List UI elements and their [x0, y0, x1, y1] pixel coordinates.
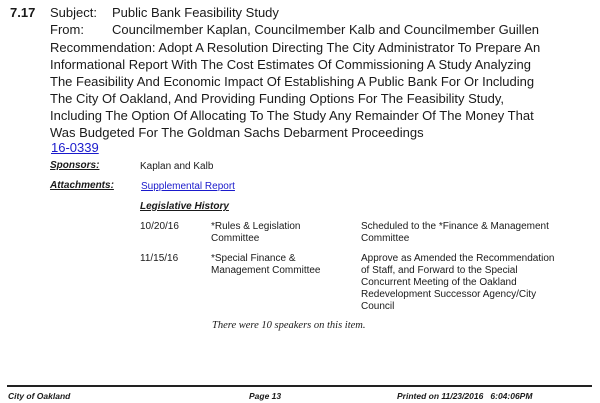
recommendation-line: Informational Report With The Cost Estimates Of Commissioning A Study Analyzing: [50, 57, 531, 72]
committee-line: *Special Finance &: [211, 253, 296, 264]
item-number: 7.17: [10, 5, 36, 20]
sponsors-label: Sponsors:: [50, 160, 100, 171]
history-action: [361, 253, 554, 313]
footer-city: City of Oakland: [8, 391, 71, 401]
file-number-link[interactable]: 16-0339: [51, 140, 99, 155]
action-line: Concurrent Meeting of the Oakland: [361, 277, 517, 288]
from-value: Councilmember Kaplan, Councilmember Kalb and Councilmember Guillen: [112, 22, 540, 37]
recommendation-line: Including The Option Of Allocating To The Study Any Remainder Of The Money That: [50, 108, 534, 123]
footer-printed: Printed on 11/23/2016 6:04:06PM: [397, 391, 533, 401]
committee-line: Management Committee: [211, 265, 321, 276]
history-date: 11/15/16: [140, 253, 179, 264]
legislative-history-label: Legislative History: [140, 201, 229, 212]
committee-line: Committee: [211, 233, 260, 244]
action-line: Redevelopment Successor Agency/City: [361, 289, 537, 300]
sponsors-value: Kaplan and Kalb: [140, 161, 214, 172]
recommendation-line: The City Of Oakland, And Providing Funding Options For The Feasibility Study,: [50, 91, 505, 106]
action-line: Scheduled to the *Finance & Management: [361, 221, 549, 232]
footer-page: Page 13: [249, 391, 282, 401]
supplemental-report-link[interactable]: Supplemental Report: [141, 181, 235, 192]
action-line: Committee: [361, 233, 410, 244]
action-line: Council: [361, 301, 395, 312]
speakers-note: There were 10 speakers on this item.: [212, 320, 366, 331]
attachments-label: Attachments:: [50, 180, 114, 191]
subject-label: Subject:: [50, 5, 97, 20]
history-date: 10/20/16: [140, 221, 179, 232]
history-committee: [211, 221, 301, 245]
history-committee: [211, 253, 321, 277]
recommendation-line: Was Budgeted For The Goldman Sachs Debarment Proceedings: [50, 125, 424, 140]
action-line: of Staff, and Forward to the Special: [361, 265, 518, 276]
subject-value: Public Bank Feasibility Study: [112, 5, 279, 20]
recommendation-line: Recommendation: Adopt A Resolution Directing The City Administrator To Prepare An: [50, 40, 541, 55]
recommendation-line: The Feasibility And Economic Impact Of Establishing A Public Bank For Or Including: [50, 74, 535, 89]
from-label: From:: [50, 22, 84, 37]
history-action: [361, 221, 549, 245]
action-line: Approve as Amended the Recommendation: [361, 253, 555, 264]
committee-line: *Rules & Legislation: [211, 221, 301, 232]
footer-divider: [7, 385, 592, 387]
recommendation: [50, 39, 540, 141]
